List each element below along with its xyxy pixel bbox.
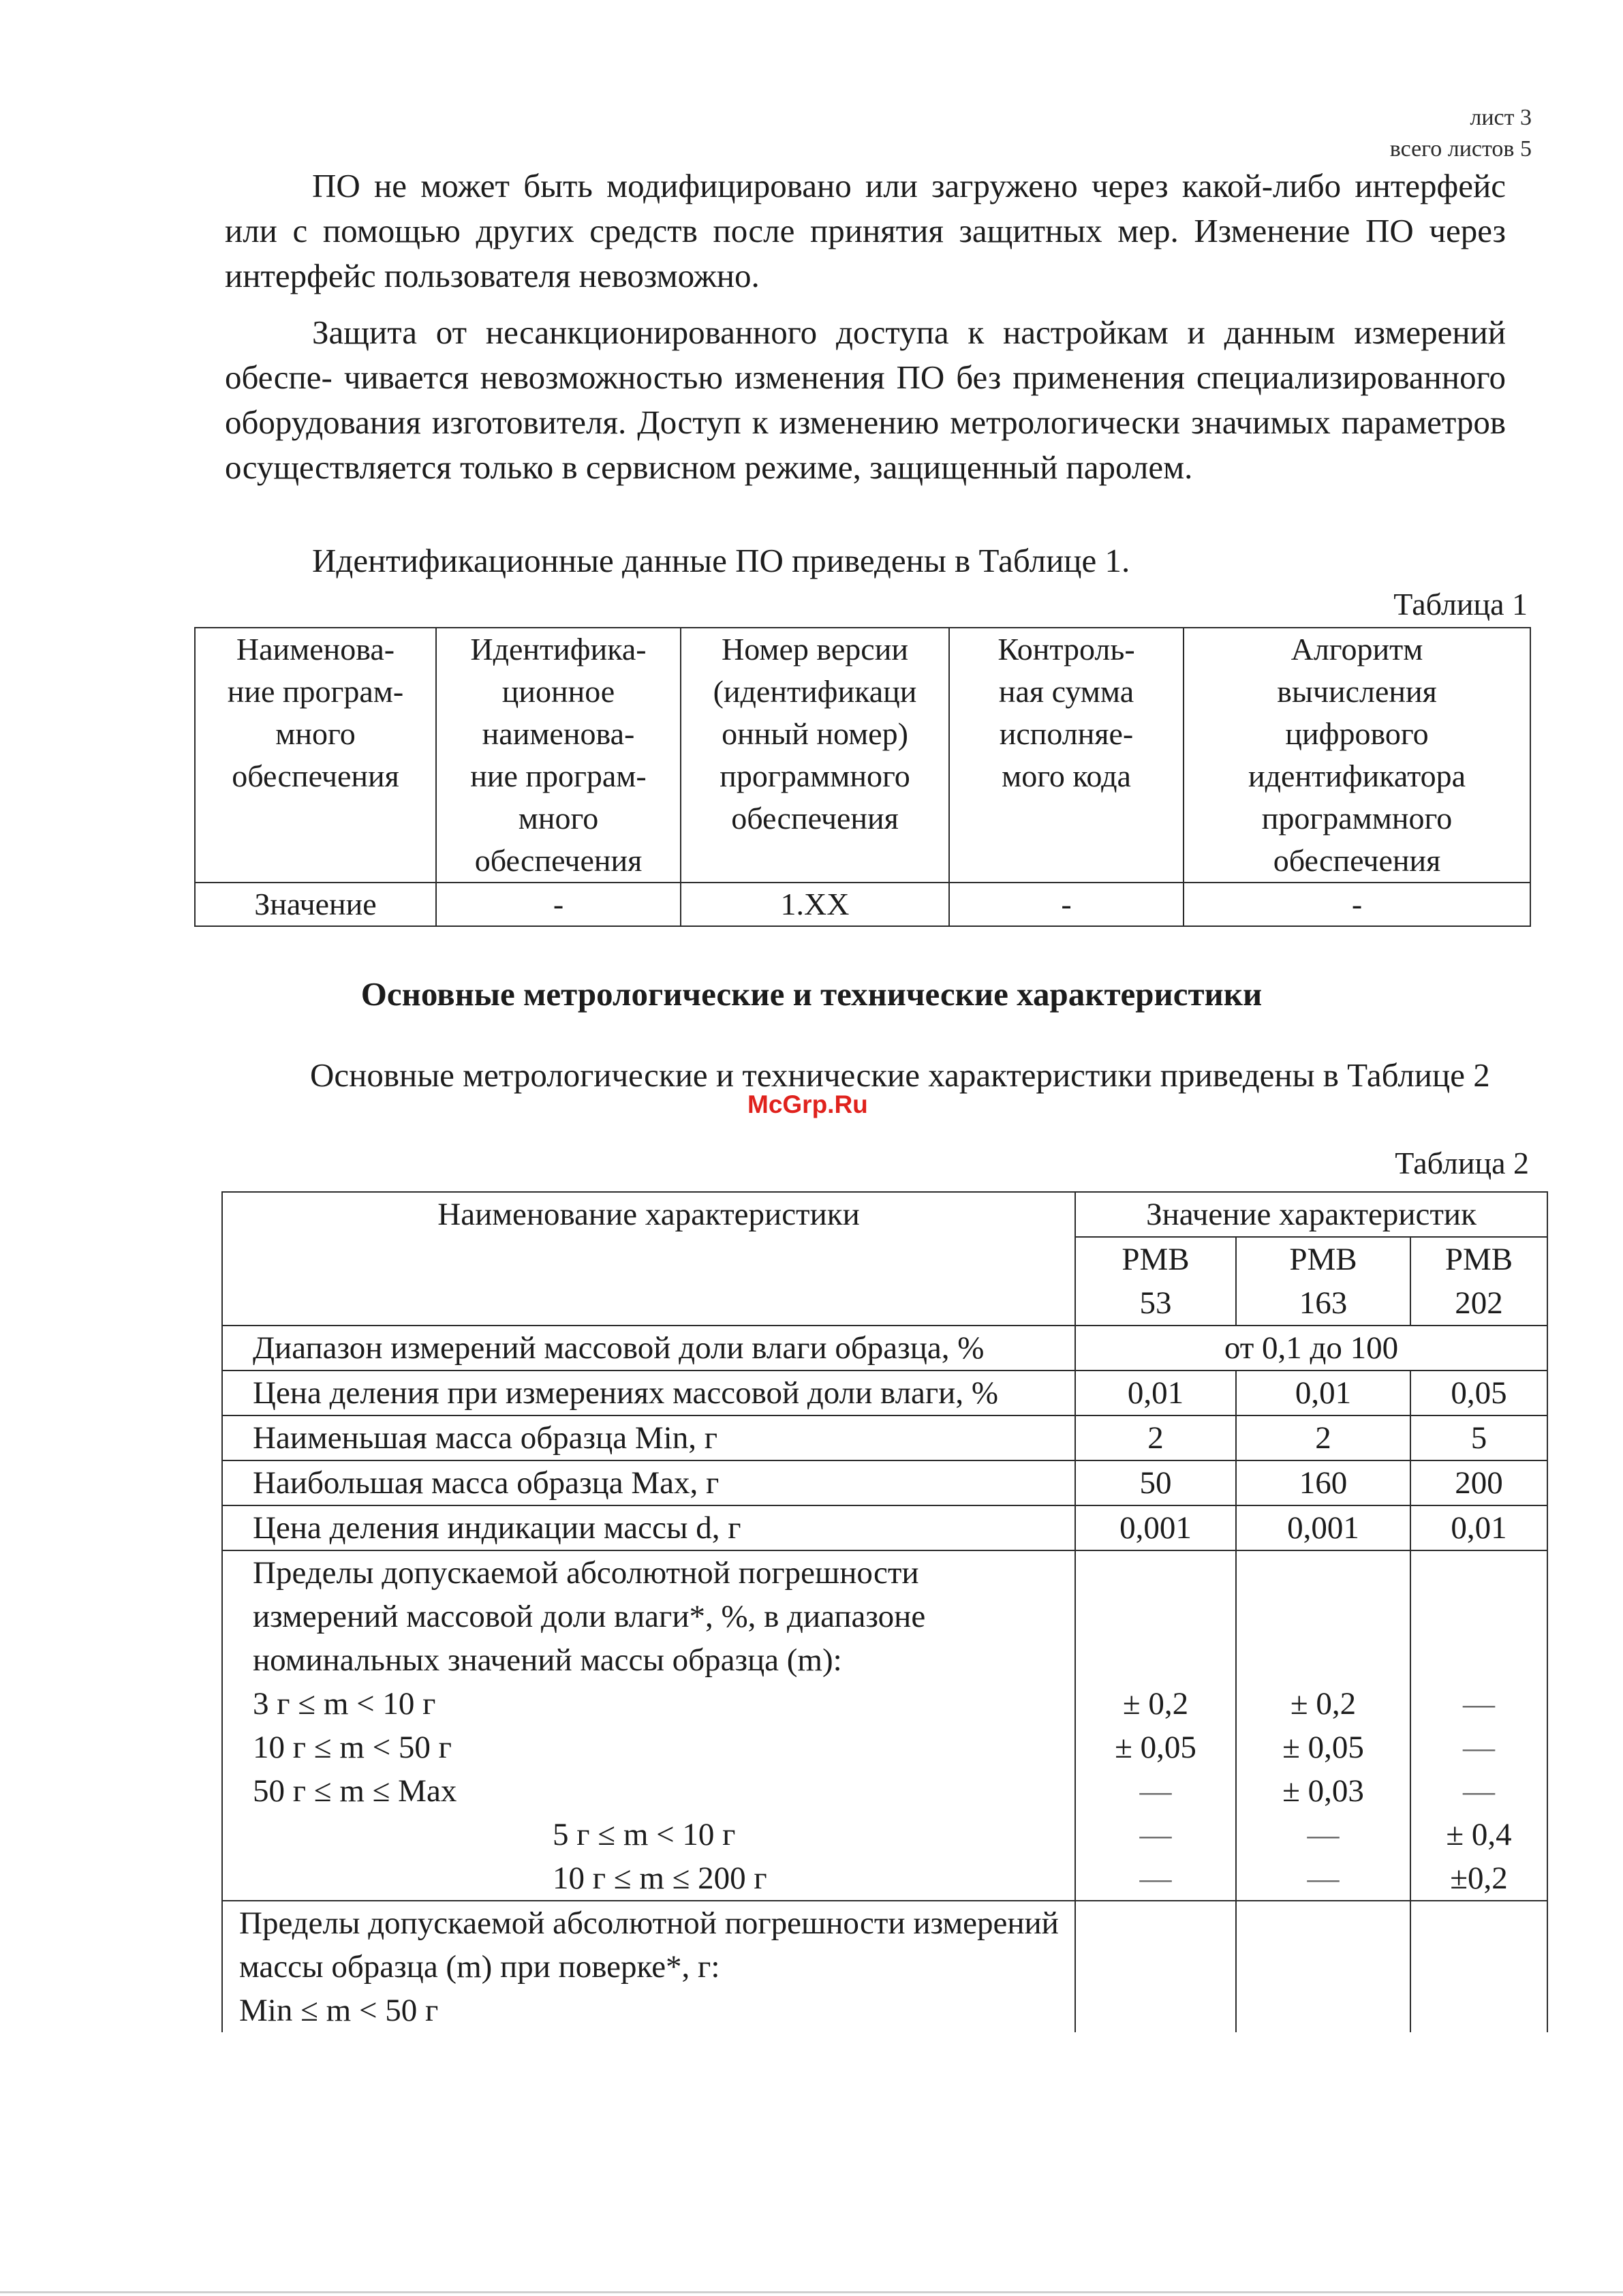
table-row xyxy=(222,1192,1547,1237)
sheet-info xyxy=(1390,102,1532,165)
table1-caption: Таблица 1 xyxy=(1393,587,1528,622)
sheet-page: лист 3 xyxy=(1470,105,1532,130)
table-row xyxy=(222,1550,1547,1901)
row-max-mass-53: 50 xyxy=(1075,1460,1236,1505)
table1-cell-algorithm: - xyxy=(1184,883,1530,926)
row-mass-error-name: Пределы допускаемой абсолютной погрешности измерений массы образца (m) при поверке*, г: Min ≤ m < 50 г xyxy=(222,1901,1075,2032)
table2-model-163: РМВ 163 xyxy=(1236,1237,1410,1326)
row-mass-division-163: 0,001 xyxy=(1236,1505,1410,1550)
row-moisture-division-163: 0,01 xyxy=(1236,1371,1410,1415)
table2-model-53: РМВ 53 xyxy=(1075,1237,1236,1326)
row-moisture-error-202: — — — ± 0,4 ±0,2 xyxy=(1410,1550,1547,1901)
watermark: McGrp.Ru xyxy=(747,1090,868,1118)
scan-edge-line xyxy=(0,2291,1623,2293)
table1-header-algorithm: Алгоритм вычисления цифрового идентификатора программного обеспечения xyxy=(1184,628,1530,883)
sheet-total: всего листов 5 xyxy=(1389,136,1532,162)
table-row xyxy=(222,1460,1547,1505)
table-row xyxy=(195,628,1530,883)
mass-error-range-1: Min ≤ m < 50 г xyxy=(239,1993,439,2028)
row-moisture-error-53: ± 0,2 ± 0,05 — — — xyxy=(1075,1550,1236,1901)
table-row xyxy=(222,1371,1547,1415)
table-row xyxy=(195,883,1530,926)
error-range-1: 3 г ≤ m < 10 г xyxy=(253,1686,436,1721)
table1-header-id-name: Идентифика- ционное наименова- ние програм- много обеспечения xyxy=(436,628,681,883)
table-row xyxy=(222,1326,1547,1371)
paragraph-characteristics: Основные метрологические и технические характеристики приведены в Таблице 2 xyxy=(310,1056,1490,1094)
row-moisture-division-53: 0,01 xyxy=(1075,1371,1236,1415)
row-moisture-range-name: Диапазон измерений массовой доли влаги образца, % xyxy=(222,1326,1075,1371)
paragraph-identification: Идентификационные данные ПО приведены в Таблице 1. xyxy=(312,542,1130,579)
table-row xyxy=(222,1415,1547,1460)
row-max-mass-202: 200 xyxy=(1410,1460,1547,1505)
row-moisture-division-name: Цена деления при измерениях массовой доли влаги, % xyxy=(222,1371,1075,1415)
row-min-mass-53: 2 xyxy=(1075,1415,1236,1460)
error-range-2: 10 г ≤ m < 50 г xyxy=(253,1730,452,1765)
row-mass-division-53: 0,001 xyxy=(1075,1505,1236,1550)
table-row xyxy=(222,1901,1547,2032)
table2-header-values: Значение характеристик xyxy=(1075,1192,1547,1237)
row-min-mass-202: 5 xyxy=(1410,1415,1547,1460)
row-moisture-range-value: от 0,1 до 100 xyxy=(1075,1326,1547,1371)
software-id-table xyxy=(194,627,1531,927)
error-range-4: 5 г ≤ m < 10 г xyxy=(553,1817,736,1852)
row-moisture-error-name: Пределы допускаемой абсолютной погрешности измерений массовой доли влаги*, %, в диапазоне номинальных значений массы образца (m): 3 г ≤ m < 10 г 10 г ≤ m < 50 г 50 г ≤ m ≤ Max 5 г ≤ m < 10 г 10 г ≤ m ≤ 200 г xyxy=(222,1550,1075,1901)
table1-cell-id-name: - xyxy=(436,883,681,926)
table1-header-version: Номер версии (идентификаци онный номер) программного обеспечения xyxy=(681,628,949,883)
row-min-mass-163: 2 xyxy=(1236,1415,1410,1460)
table-row xyxy=(222,1505,1547,1550)
row-moisture-error-163: ± 0,2 ± 0,05 ± 0,03 — — xyxy=(1236,1550,1410,1901)
row-max-mass-163: 160 xyxy=(1236,1460,1410,1505)
table1-header-name: Наименова- ние програм- много обеспечения xyxy=(195,628,436,883)
characteristics-table xyxy=(221,1191,1548,2032)
table2-caption: Таблица 2 xyxy=(1395,1146,1529,1180)
row-mass-error-163 xyxy=(1236,1901,1410,2032)
table1-cell-checksum: - xyxy=(949,883,1184,926)
error-range-3: 50 г ≤ m ≤ Max xyxy=(253,1773,457,1809)
table2-model-202: РМВ 202 xyxy=(1410,1237,1547,1326)
section-heading: Основные метрологические и технические характеристики xyxy=(360,975,1263,1013)
row-moisture-division-202: 0,05 xyxy=(1410,1371,1547,1415)
row-max-mass-name: Наибольшая масса образца Max, г xyxy=(222,1460,1075,1505)
paragraph-software-modification: ПО не может быть модифицировано или загружено через какой-либо интерфейс или с помощью других средств после принятия защитных мер. Изменение ПО через интерфейс пользователя невозможно. xyxy=(225,167,1506,294)
row-min-mass-name: Наименьшая масса образца Min, г xyxy=(222,1415,1075,1460)
paragraph-access-protection: Защита от несанкционированного доступа к настройкам и данным измерений обеспе- чивается невозможностью изменения ПО без применения специализированного оборудования изготовителя. Доступ к изменению метрологически значимых параметров осуществляется только в сервисном режиме, защищенный паролем. xyxy=(225,313,1506,486)
table2-header-name: Наименование характеристики xyxy=(222,1192,1075,1326)
row-mass-error-202 xyxy=(1410,1901,1547,2032)
table1-cell-version: 1.ХХ xyxy=(681,883,949,926)
error-range-5: 10 г ≤ m ≤ 200 г xyxy=(553,1861,767,1896)
row-mass-division-name: Цена деления индикации массы d, г xyxy=(222,1505,1075,1550)
row-mass-division-202: 0,01 xyxy=(1410,1505,1547,1550)
row-mass-error-53 xyxy=(1075,1901,1236,2032)
table1-cell-label: Значение xyxy=(195,883,436,926)
table1-header-checksum: Контроль- ная сумма исполняе- мого кода xyxy=(949,628,1184,883)
